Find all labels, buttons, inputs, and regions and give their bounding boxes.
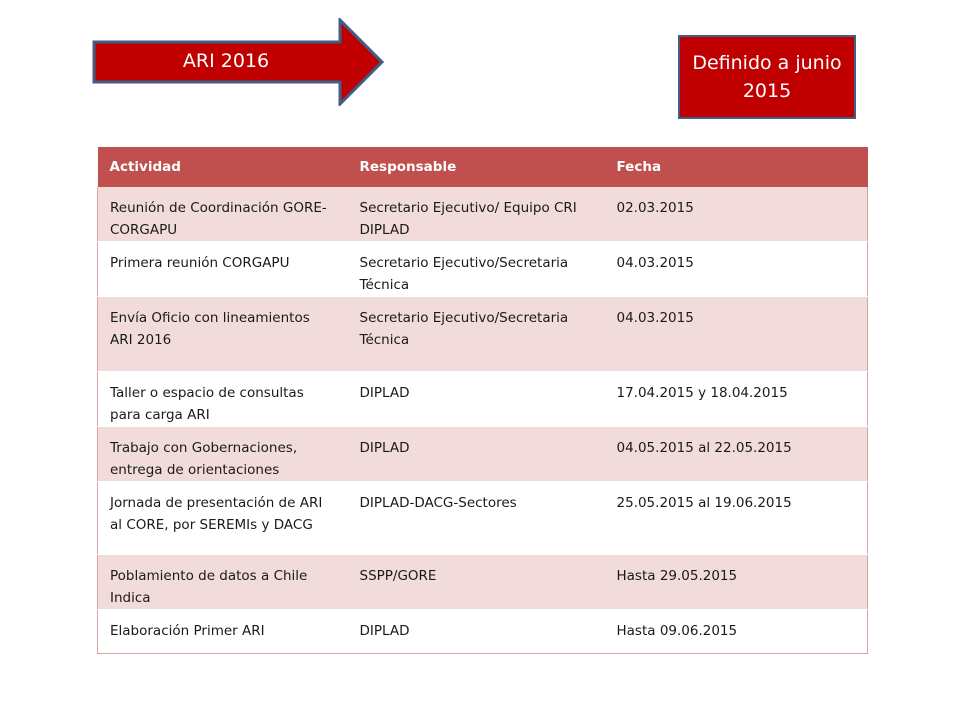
table-row — [98, 482, 868, 555]
cell-responsable: DIPLAD — [348, 372, 605, 427]
cell-actividad: Envía Oficio con lineamientos ARI 2016 — [98, 297, 348, 372]
cell-actividad: Trabajo con Gobernaciones, entrega de orientaciones — [98, 427, 348, 482]
cell-fecha: 04.03.2015 — [605, 242, 868, 297]
table-row — [98, 427, 868, 482]
cell-responsable: Secretario Ejecutivo/ Equipo CRI DIPLAD — [348, 187, 605, 242]
table-row — [98, 297, 868, 372]
cell-fecha: 17.04.2015 y 18.04.2015 — [605, 372, 868, 427]
cell-actividad: Jornada de presentación de ARI al CORE, por SEREMIs y DACG — [98, 482, 348, 555]
cell-fecha: 04.03.2015 — [605, 297, 868, 372]
cell-fecha: Hasta 09.06.2015 — [605, 610, 868, 654]
cell-fecha: 04.05.2015 al 22.05.2015 — [605, 427, 868, 482]
cell-actividad: Reunión de Coordinación GORE-CORGAPU — [98, 187, 348, 242]
cell-fecha: 02.03.2015 — [605, 187, 868, 242]
cell-responsable: Secretario Ejecutivo/Secretaria Técnica — [348, 297, 605, 372]
cell-actividad: Primera reunión CORGAPU — [98, 242, 348, 297]
cell-actividad: Elaboración Primer ARI — [98, 610, 348, 654]
cell-actividad: Taller o espacio de consultas para carga ARI — [98, 372, 348, 427]
cell-responsable: SSPP/GORE — [348, 555, 605, 610]
status-badge — [678, 35, 856, 119]
cell-fecha: Hasta 29.05.2015 — [605, 555, 868, 610]
table-row — [98, 242, 868, 297]
arrow-label: ARI 2016 — [182, 50, 270, 72]
badge-label: Definido a junio 2015 — [692, 52, 842, 102]
table-header-row — [98, 147, 868, 187]
column-header-fecha: Fecha — [605, 147, 868, 187]
cell-actividad: Poblamiento de datos a Chile Indica — [98, 555, 348, 610]
column-header-responsable: Responsable — [348, 147, 605, 187]
schedule-table — [97, 147, 868, 654]
table-row — [98, 372, 868, 427]
table-row — [98, 610, 868, 654]
cell-responsable: Secretario Ejecutivo/Secretaria Técnica — [348, 242, 605, 297]
table-row — [98, 555, 868, 610]
cell-responsable: DIPLAD-DACG-Sectores — [348, 482, 605, 555]
column-header-actividad: Actividad — [98, 147, 348, 187]
cell-fecha: 25.05.2015 al 19.06.2015 — [605, 482, 868, 555]
table-row — [98, 187, 868, 242]
cell-responsable: DIPLAD — [348, 610, 605, 654]
cell-responsable: DIPLAD — [348, 427, 605, 482]
